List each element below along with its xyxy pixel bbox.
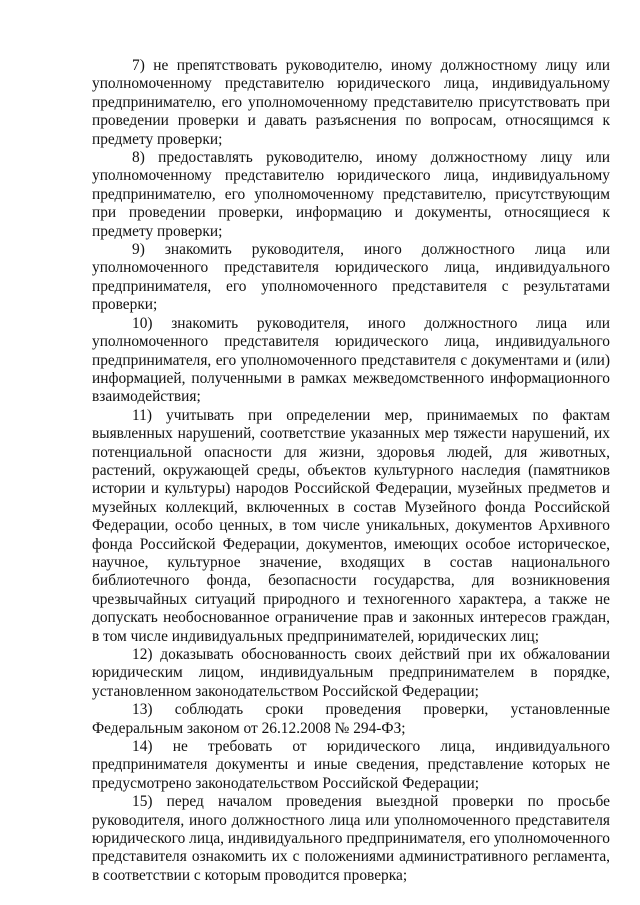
paragraph-item-8: 8) предоставлять руководителю, иному должностному лицу или уполномоченному представителю юридического лица, индивидуальному предпринимателю, его уполномоченному представителю, присутствующим при проведении проверки, информацию и документы, относящиеся к предмету проверки; [92, 149, 610, 240]
document-page [92, 57, 610, 885]
paragraph-item-7: 7) не препятствовать руководителю, иному должностному лицу или уполномоченному представителю юридического лица, индивидуальному предпринимателю, его уполномоченному представителю присутствовать при проведении проверки и давать разъяснения по вопросам, относящимся к предмету проверки; [92, 57, 610, 148]
paragraph-item-14: 14) не требовать от юридического лица, индивидуального предпринимателя документы и иные сведения, представление которых не предусмотрено законодательством Российской Федерации; [92, 738, 610, 792]
paragraph-item-10: 10) знакомить руководителя, иного должностного лица или уполномоченного представителя юридического лица, индивидуального предпринимателя, его уполномоченного представителя с документами и (или) информацией, полученными в рамках межведомственного информационного взаимодействия; [92, 314, 610, 406]
paragraph-item-9: 9) знакомить руководителя, иного должностного лица или уполномоченного представителя юридического лица, индивидуального предпринимателя, его уполномоченного представителя с результатами проверки; [92, 241, 610, 314]
paragraph-item-15: 15) перед началом проведения выездной проверки по просьбе руководителя, иного должностного лица или уполномоченного представителя юридического лица, индивидуального предпринимателя, его уполномоченного представителя ознакомить их с положениями административного регламента, в соответствии с которым проводится проверка; [92, 793, 610, 884]
paragraph-item-12: 12) доказывать обоснованность своих действий при их обжаловании юридическим лицом, индивидуальным предпринимателем в порядке, установленном законодательством Российской Федерации; [92, 646, 610, 700]
paragraph-item-13: 13) соблюдать сроки проведения проверки, установленные Федеральным законом от 26.12.2008 № 294-ФЗ; [92, 701, 610, 737]
paragraph-item-11: 11) учитывать при определении мер, принимаемых по фактам выявленных нарушений, соответствие указанных мер тяжести нарушений, их потенциальной опасности для жизни, здоровья людей, для животных, растений, окружающей среды, объектов культурного наследия (памятников истории и культуры) народов Российской Федерации, музейных предметов и музейных коллекций, включенных в состав Музейного фонда Российской Федерации, особо ценных, в том числе уникальных, документов Архивного фонда Российской Федерации, документов, имеющих особое историческое, научное, культурное значение, входящих в состав национального библиотечного фонда, безопасности государства, для возникновения чрезвычайных ситуаций природного и техногенного характера, а также не допускать необоснованное ограничение прав и законных интересов граждан, в том числе индивидуальных предпринимателей, юридических лиц; [92, 406, 610, 645]
